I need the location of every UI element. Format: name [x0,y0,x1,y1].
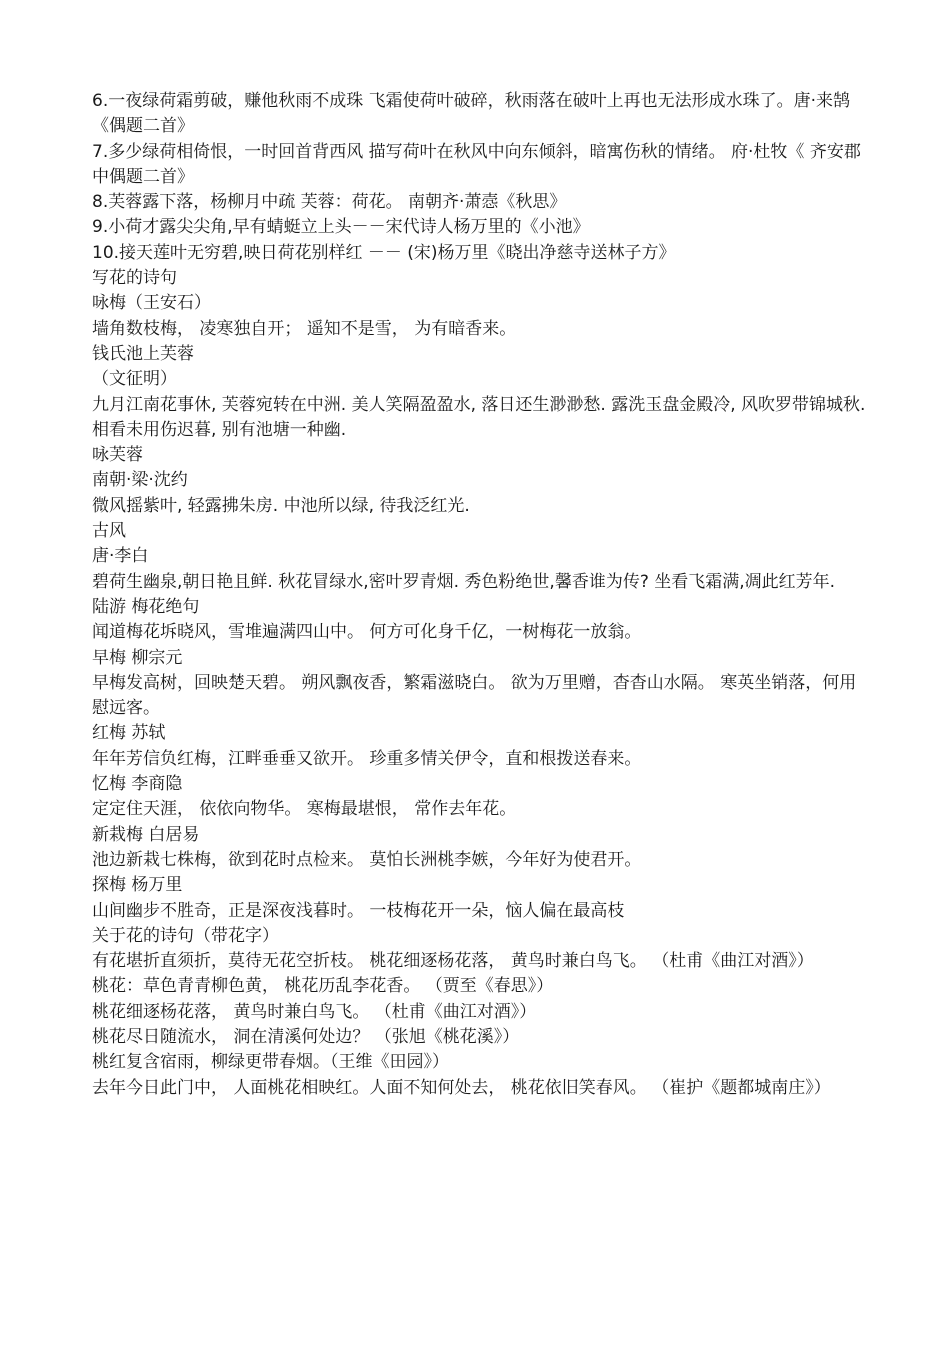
poem-text-zaomei: 早梅发高树，回映楚天碧。 朔风飘夜香，繁霜滋晓白。 欲为万里赠，杳杳山水隔。 寒英坐销落，何用慰远客。 [92,672,857,719]
poem-author-yongfurong: 南朝·梁·沈约 [92,470,188,491]
poem-line-10: 10.接天莲叶无穷碧,映日荷花别样红 －－ (宋)杨万里《晓出净慈寺送林子方》 [92,242,676,263]
poem-title-zaomei: 早梅 柳宗元 [92,647,183,668]
poem-author-qianshi: （文征明） [92,369,177,390]
poem-text-youhua: 有花堪折直须折，莫待无花空折枝。 桃花细逐杨花落， 黄鸟时兼白鸟飞。 （杜甫《曲江对酒》） [92,951,814,972]
poem-text-gufeng: 碧荷生幽泉,朝日艳且鲜. 秋花冒绿水,密叶罗青烟. 秀色粉绝世,馨香谁为传? 坐看飞霜满,凋此红芳年. [92,571,836,592]
poem-title-yimei: 忆梅 李商隐 [92,774,183,795]
poem-title-yongmei: 咏梅（王安石） [92,293,211,314]
poem-text-xinzaimei: 池边新栽七株梅，欲到花时点检来。 莫怕长洲桃李嫉，今年好为使君开。 [92,849,642,870]
section-heading-flower-poems: 写花的诗句 [92,268,177,289]
poem-text-taohua-chunsi: 桃花：草色青青柳色黄， 桃花历乱李花香。 （贾至《春思》） [92,976,554,997]
poem-text-qujiang: 桃花细逐杨花落， 黄鸟时兼白鸟飞。 （杜甫《曲江对酒》） [92,1001,537,1022]
poem-title-xinzaimei: 新栽梅 白居易 [92,824,200,845]
poem-text-tanmei: 山间幽步不胜奇，正是深夜浅暮时。 一枝梅花开一朵，恼人偏在最高枝 [92,900,625,921]
poem-text-yimei: 定定住天涯， 依依向物华。 寒梅最堪恨， 常作去年花。 [92,799,517,820]
poem-text-hongmei: 年年芳信负红梅，江畔垂垂又欲开。 珍重多情关伊令，直和根拨送春来。 [92,748,642,769]
poem-line-8: 8.芙蓉露下落，杨柳月中疏 芙蓉：荷花。 南朝齐·萧悫《秋思》 [92,192,567,213]
poem-title-hongmei: 红梅 苏轼 [92,723,166,744]
poem-line-7: 7.多少绿荷相倚恨，一时回首背西风 描写荷叶在秋风中向东倾斜，暗寓伤秋的情绪。 府·杜牧《 齐安郡中偶题二首》 [92,141,861,187]
poem-text-yongfurong: 微风摇紫叶, 轻露拂朱房. 中池所以绿, 待我泛红光. [92,495,470,516]
poem-line-6: 6.一夜绿荷霜剪破，赚他秋雨不成珠 飞霜使荷叶破碎，秋雨落在破叶上再也无法形成水珠了。唐·来鹄《偶题二首》 [92,91,851,137]
section-heading-hua-character: 关于花的诗句（带花字） [92,925,279,946]
poem-author-gufeng: 唐·李白 [92,546,149,567]
poem-text-qianshi: 九月江南花事休, 芙蓉宛转在中洲. 美人笑隔盈盈水, 落日还生渺渺愁. 露洗玉盘金殿冷, 风吹罗带锦城秋. 相看未用伤迟暮, 别有池塘一种幽. [92,394,866,440]
poem-text-yongmei: 墙角数枝梅， 凌寒独自开； 遥知不是雪， 为有暗香来。 [92,318,517,339]
poem-title-qianshi: 钱氏池上芙蓉 [92,343,194,364]
poem-text-nanzhuang: 去年今日此门中， 人面桃花相映红。人面不知何处去， 桃花依旧笑春风。 （崔护《题都城南庄》） [92,1077,831,1098]
document-page [92,89,867,1101]
poem-line-9: 9.小荷才露尖尖角,早有蜻蜓立上头－－宋代诗人杨万里的《小池》 [92,217,590,238]
poem-text-tianyuan: 桃红复含宿雨，柳绿更带春烟。（王维《田园》） [92,1052,449,1073]
poem-title-gufeng: 古风 [92,521,126,542]
poem-title-tanmei: 探梅 杨万里 [92,875,183,896]
poem-text-taohuaxi: 桃花尽日随流水， 洞在清溪何处边？ （张旭《桃花溪》） [92,1026,520,1047]
poem-text-meihua-juejv: 闻道梅花坼晓风，雪堆遍满四山中。 何方可化身千亿，一树梅花一放翁。 [92,622,642,643]
poem-title-yongfurong: 咏芙蓉 [92,445,143,466]
poem-title-meihua-juejv: 陆游 梅花绝句 [92,596,200,617]
